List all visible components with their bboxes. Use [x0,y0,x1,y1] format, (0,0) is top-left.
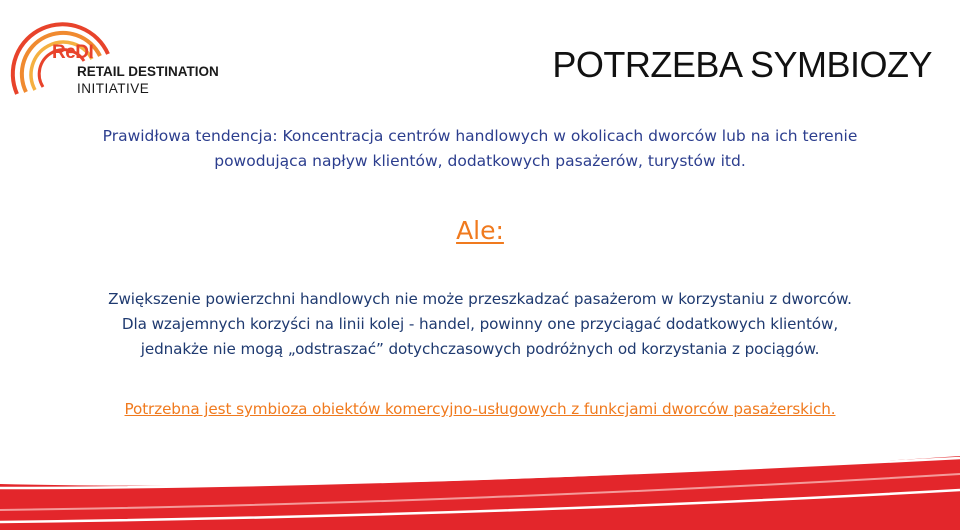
body-line: jednakże nie mogą „odstraszać” dotychczasowych podróżnych od korzystania z pociągów. [140,340,820,358]
conclusion-text: Potrzebna jest symbioza obiektów komercyjno-usługowych z funkcjami dworców pasażerskich. [124,400,836,418]
redi-logo [10,4,250,104]
logo-name-line-1: RETAIL DESTINATION [77,64,219,79]
intro-line: Prawidłowa tendencja: Koncentracja centrów handlowych w okolicach dworców lub na ich terenie [102,127,858,145]
intro-paragraph [0,124,960,174]
intro-line: powodująca napływ klientów, dodatkowych pasażerów, turystów itd. [214,152,746,170]
body-paragraph [0,287,960,362]
body-line: Zwiększenie powierzchni handlowych nie może przeszkadzać pasażerom w korzystaniu z dworców. [108,290,852,308]
body-line: Dla wzajemnych korzyści na linii kolej - handel, powinny one przyciągać dodatkowych klientów, [121,315,839,333]
footer-wave-decoration [0,448,960,530]
logo-name-line-2: INITIATIVE [77,81,150,96]
ale-heading: Ale: [456,216,504,245]
logo-short-name: ReDI [52,42,94,63]
page-title: POTRZEBA SYMBIOZY [552,44,932,85]
